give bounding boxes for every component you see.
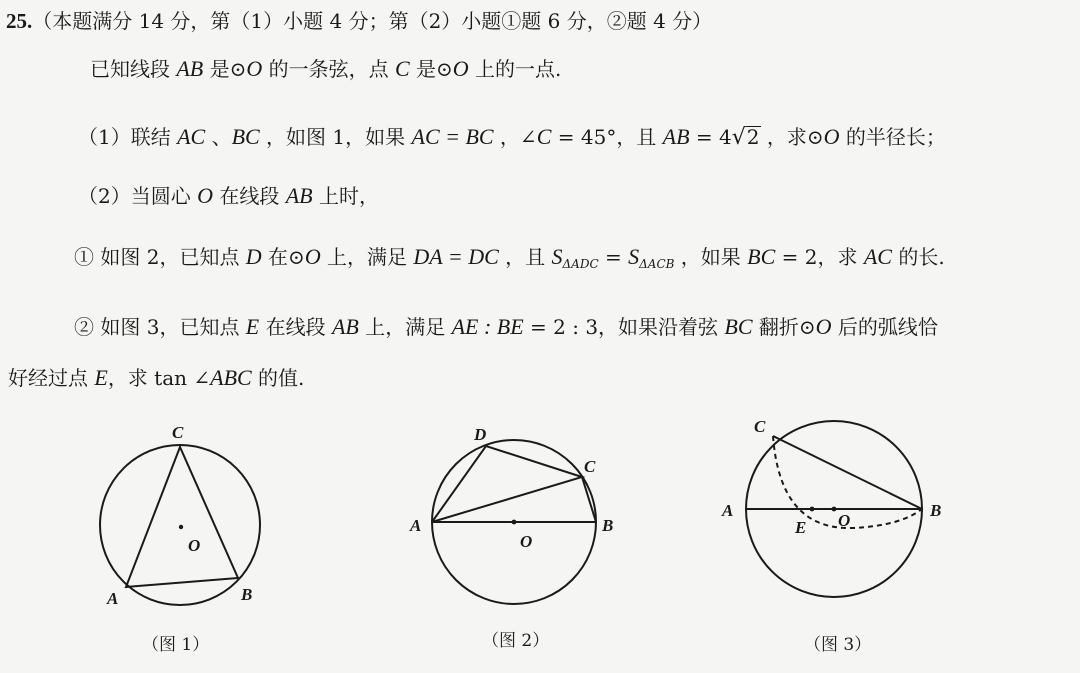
s2-text: 翻折⊙: [752, 315, 816, 339]
p1-text: = 45°，且: [551, 125, 663, 149]
fig1-label-c: C: [172, 423, 184, 442]
p2-var: AB: [285, 183, 313, 208]
fig2-triangle-adc: [432, 446, 582, 522]
sqrt-sign: √: [731, 125, 746, 150]
s2-var: O: [815, 314, 832, 339]
figure-2: [432, 440, 596, 604]
area-subscript: ΔADC: [562, 257, 599, 271]
fig3-label-c: C: [754, 417, 766, 436]
fig2-label-a: A: [410, 516, 422, 535]
p2-var: O: [197, 183, 213, 208]
p1-text: ，∠: [493, 125, 537, 149]
s2-var: E: [94, 365, 108, 390]
s2-text: ，求 tan ∠: [107, 366, 211, 390]
s2-var: AB: [331, 314, 359, 339]
question-number: 25.: [6, 9, 33, 33]
fig2-caption: （图 2）: [482, 631, 550, 651]
p1-var: AB: [662, 124, 690, 149]
intro-text: 的一条弦，点: [262, 57, 395, 81]
p1-var: O: [823, 124, 840, 149]
fig2-label-d: D: [474, 425, 487, 444]
intro-text: 已知线段: [90, 57, 177, 81]
s1-text: 上，满足: [320, 245, 414, 269]
fig3-label-o: O: [838, 511, 851, 530]
intro-var: O: [246, 56, 263, 81]
s2-text: 在线段: [259, 315, 332, 339]
fig2-segment-cb: [582, 477, 596, 522]
fig2-label-c: C: [584, 457, 596, 476]
s1-var: D: [245, 244, 262, 269]
s2-var: ABC: [210, 365, 252, 390]
p2-text: （2）当圆心: [78, 184, 198, 208]
s1-text: ，且: [498, 245, 552, 269]
p1-text: = 4: [689, 125, 732, 149]
fig3-center-dot: [832, 507, 837, 512]
intro-var: O: [452, 56, 469, 81]
p1-var: C: [536, 124, 552, 149]
intro-var: C: [394, 56, 410, 81]
intro-text: 上的一点.: [468, 57, 562, 81]
figure-3: [746, 421, 922, 597]
s1-var: AC: [863, 244, 892, 269]
fig3-point-e: [810, 507, 815, 512]
fig3-label-e: E: [795, 518, 807, 537]
p1-text: 、: [205, 125, 232, 149]
scoring-note: （本题满分 14 分，第（1）小题 4 分；第（2）小题①题 6 分，②题 4 分）: [32, 9, 713, 33]
fig1-label-b: B: [241, 585, 253, 604]
fig1-label-a: A: [107, 589, 119, 608]
intro-text: 是⊙: [203, 57, 247, 81]
area-symbol: S: [551, 244, 563, 269]
p1-text: 的半径长；: [839, 125, 946, 149]
s2-var: E: [245, 314, 260, 339]
p1-equation: AC = BC: [411, 124, 494, 149]
sqrt-argument: 2: [746, 125, 760, 149]
intro-var: AB: [176, 56, 204, 81]
s1-text: 的长.: [891, 245, 945, 269]
fig3-label-b: B: [930, 501, 942, 520]
p1-var: BC: [231, 124, 260, 149]
s2-text: = 2 : 3，如果沿着弦: [523, 315, 725, 339]
s1-text: ① 如图 2，已知点: [74, 245, 246, 269]
p1-text: ，求⊙: [760, 125, 824, 149]
fig1-triangle: [126, 447, 238, 587]
figure-1: [100, 445, 260, 605]
fig1-caption: （图 1）: [142, 635, 210, 655]
fig2-center-dot: [512, 520, 517, 525]
fig3-chord-cb: [773, 436, 922, 509]
s1-var: BC: [747, 244, 776, 269]
p1-text: （1）联结: [78, 125, 178, 149]
s2-text: 上，满足: [358, 315, 452, 339]
s2-text: ② 如图 3，已知点: [74, 315, 246, 339]
fig3-caption: （图 3）: [804, 635, 872, 655]
s2-var: BC: [724, 314, 753, 339]
p1-var: AC: [177, 124, 206, 149]
p1-text: ，如图 1，如果: [259, 125, 412, 149]
area-symbol: S: [628, 244, 640, 269]
s1-var: O: [304, 244, 321, 269]
fig1-center-dot: [179, 525, 183, 529]
s1-text: = 2，求: [775, 245, 864, 269]
s1-text: ，如果: [674, 245, 748, 269]
s1-text: =: [598, 245, 629, 269]
fig3-label-a: A: [722, 501, 734, 520]
s1-equation: DA = DC: [413, 244, 499, 269]
s2-ratio: AE : BE: [451, 314, 524, 339]
fig2-label-b: B: [602, 516, 614, 535]
s2-text: 好经过点: [8, 366, 95, 390]
p2-text: 上时，: [312, 184, 379, 208]
fig1-label-o: O: [188, 536, 201, 555]
fig1-circle: [100, 445, 260, 605]
s1-text: 在⊙: [261, 245, 305, 269]
s2-text: 的值.: [251, 366, 305, 390]
area-subscript: ΔACB: [639, 257, 675, 271]
intro-text: 是⊙: [409, 57, 453, 81]
s2-text: 后的弧线恰: [831, 315, 938, 339]
p2-text: 在线段: [212, 184, 286, 208]
fig2-label-o: O: [520, 532, 533, 551]
